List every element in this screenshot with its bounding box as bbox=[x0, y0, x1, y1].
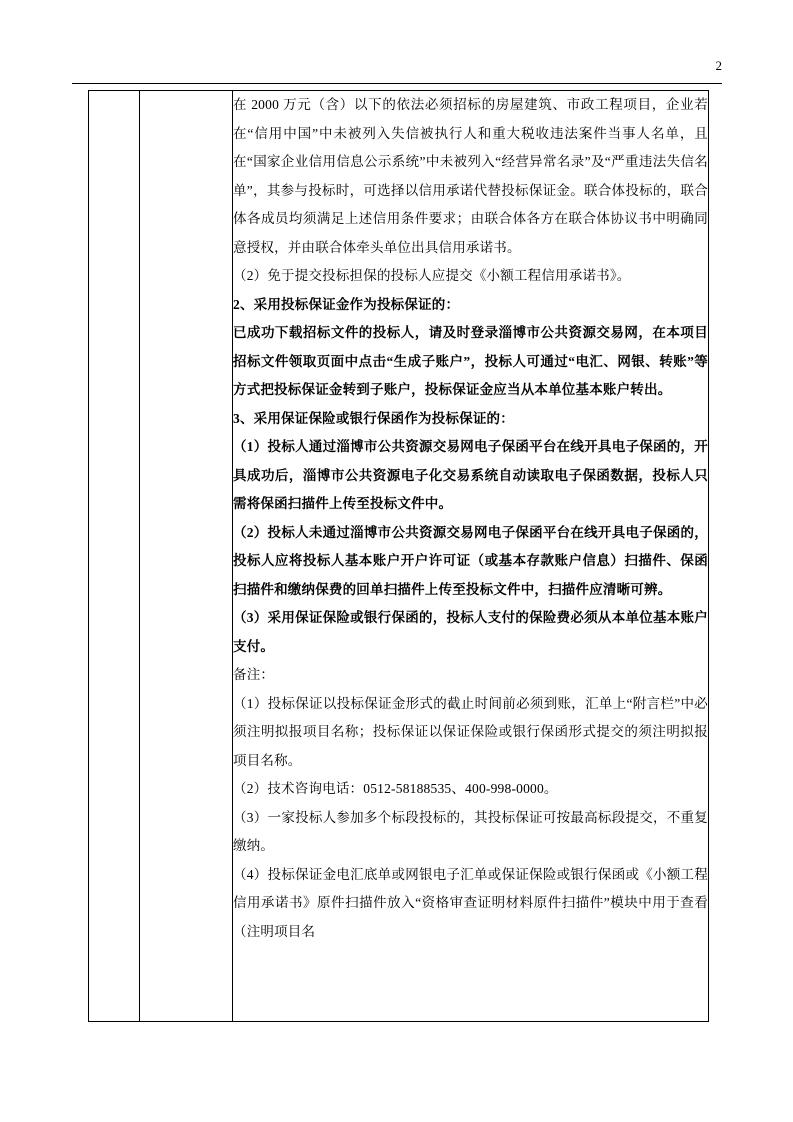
paragraph: （2）投标人未通过淄博市公共资源交易网电子保函平台在线开具电子保函的，投标人应将投标人基本账户开户许可证（或基本存款账户信息）扫描件、保函扫描件和缴纳保费的回单扫描件上传至投标文件中，扫描件应清晰可辨。 bbox=[233, 524, 708, 597]
table-cell-content bbox=[233, 91, 709, 1022]
paragraph: 在 2000 万元（含）以下的依法必须招标的房屋建筑、市政工程项目，企业若在“信用中国”中未被列入失信被执行人和重大税收违法案件当事人名单，且在“国家企业信用信息公示系统”中未被列入“经营异常名录”及“严重违法失信名单”，其参与投标时，可选择以信用承诺代替投标保证金。联合体投标的，联合体各成员均须满足上述信用条件要求；由联合体各方在联合体协议书中明确同意授权，并由联合体牵头单位出具信用承诺书。 bbox=[233, 97, 708, 255]
header-divider bbox=[72, 83, 722, 84]
table-cell-column-1 bbox=[89, 91, 140, 1022]
paragraph: 已成功下载招标文件的投标人，请及时登录淄博市公共资源交易网，在本项目招标文件领取页面中点击“生成子账户”，投标人可通过“电汇、网银、转账”等方式把投标保证金转到子账户，投标保证金应当从本单位基本账户转出。 bbox=[233, 325, 708, 397]
table-row bbox=[89, 91, 709, 1022]
paragraph: （1）投标保证以投标保证金形式的截止时间前必须到账，汇单上“附言栏”中必须注明拟报项目名称；投标保证以保证保险或银行保函形式提交的须注明拟报项目名称。 bbox=[233, 695, 708, 768]
paragraph: 2、采用投标保证金作为投标保证的： bbox=[233, 296, 460, 312]
paragraph: （2）技术咨询电话：0512-58188535、400-998-0000。 bbox=[233, 781, 558, 796]
paragraph: 3、采用保证保险或银行保函作为投标保证的： bbox=[233, 410, 514, 426]
paragraph: （3）采用保证保险或银行保函的，投标人支付的保险费必须从本单位基本账户支付。 bbox=[233, 610, 708, 654]
paragraph: （2）免于提交投标担保的投标人应提交《小额工程信用承诺书》。 bbox=[233, 268, 631, 283]
content-table bbox=[88, 90, 709, 1022]
paragraph: （1）投标人通过淄博市公共资源交易网电子保函平台在线开具电子保函的，开具成功后，淄博市公共资源电子化交易系统自动读取电子保函数据，投标人只需将保函扫描件上传至投标文件中。 bbox=[233, 439, 708, 511]
paragraph: 备注： bbox=[233, 667, 275, 682]
page-header bbox=[72, 58, 722, 92]
paragraph: （3）一家投标人参加多个标段投标的，其投标保证可按最高标段提交，不重复缴纳。 bbox=[233, 809, 708, 853]
page-number: 2 bbox=[715, 58, 722, 73]
paragraph: （4）投标保证金电汇底单或网银电子汇单或保证保险或银行保函或《小额工程信用承诺书》原件扫描件放入“资格审查证明材料原件扫描件”模块中用于查看（注明项目名 bbox=[233, 866, 708, 939]
table-cell-column-2 bbox=[140, 91, 233, 1022]
